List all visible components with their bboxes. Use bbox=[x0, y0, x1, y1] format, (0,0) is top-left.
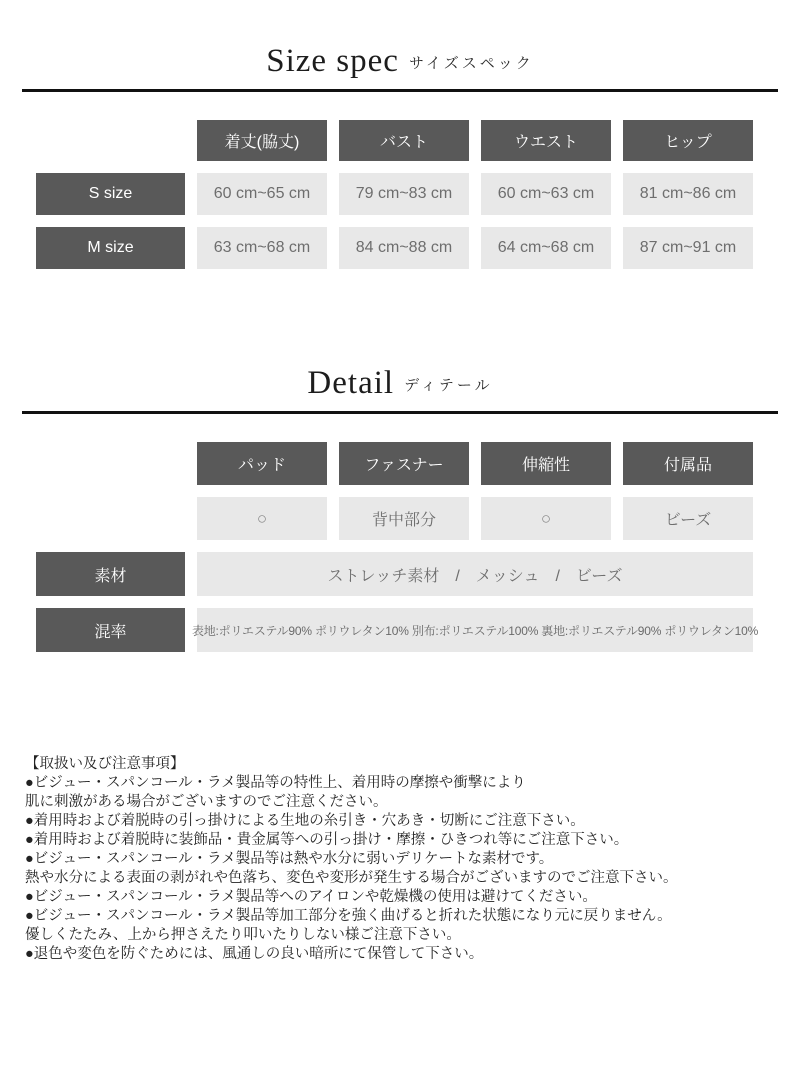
detail-column-header-fastener: ファスナー bbox=[339, 442, 469, 485]
size-column-header-length: 着丈(脇丈) bbox=[197, 120, 327, 161]
care-line: ●退色や変色を防ぐためには、風通しの良い暗所にて保管して下さい。 bbox=[25, 946, 484, 962]
size-s-hip: 81 cm~86 cm bbox=[623, 173, 753, 215]
care-heading: 【取扱い及び注意事項】 bbox=[25, 756, 185, 772]
size-spec-divider bbox=[22, 89, 778, 92]
detail-title-jp: ディテール bbox=[404, 377, 493, 394]
detail-value-pad: ○ bbox=[197, 497, 327, 540]
detail-values-spacer bbox=[36, 497, 185, 540]
detail-column-header-accessory: 付属品 bbox=[623, 442, 753, 485]
care-line: ●ビジュー・スパンコール・ラメ製品等の特性上、着用時の摩擦や衝撃により bbox=[25, 775, 526, 791]
blend-row-value: 表地:ポリエステル90% ポリウレタン10% 別布:ポリエステル100% 裏地:ポリエステル90% ポリウレタン10% bbox=[197, 608, 753, 652]
size-m-bust: 84 cm~88 cm bbox=[339, 227, 469, 269]
size-column-header-bust: バスト bbox=[339, 120, 469, 161]
size-m-hip: 87 cm~91 cm bbox=[623, 227, 753, 269]
care-line: 肌に刺激がある場合がございますのでご注意ください。 bbox=[25, 794, 388, 810]
size-s-length: 60 cm~65 cm bbox=[197, 173, 327, 215]
detail-value-accessory: ビーズ bbox=[623, 497, 753, 540]
care-line: ●着用時および着脱時の引っ掛けによる生地の糸引き・穴あき・切断にご注意下さい。 bbox=[25, 813, 585, 829]
size-spec-title bbox=[0, 0, 800, 79]
care-line: 熱や水分による表面の剥がれや色落ち、変色や変形が発生する場合がございますのでご注意下さい。 bbox=[25, 870, 678, 886]
size-m-waist: 64 cm~68 cm bbox=[481, 227, 611, 269]
size-s-bust: 79 cm~83 cm bbox=[339, 173, 469, 215]
detail-divider bbox=[22, 411, 778, 414]
care-line: ●着用時および着脱時に装飾品・貴金属等への引っ掛け・摩擦・ひきつれ等にご注意下さい。 bbox=[25, 832, 629, 848]
size-table-corner bbox=[36, 120, 185, 161]
care-line: 優しくたたみ、上から押さえたり叩いたりしない様ご注意下さい。 bbox=[25, 927, 461, 943]
size-row-label-s: S size bbox=[36, 173, 185, 215]
detail-column-header-stretch: 伸縮性 bbox=[481, 442, 611, 485]
detail-value-stretch: ○ bbox=[481, 497, 611, 540]
detail-table-corner bbox=[36, 442, 185, 485]
size-s-waist: 60 cm~63 cm bbox=[481, 173, 611, 215]
care-line: ●ビジュー・スパンコール・ラメ製品等加工部分を強く曲げると折れた状態になり元に戻りません。 bbox=[25, 908, 672, 924]
material-row-value: ストレッチ素材 / メッシュ / ビーズ bbox=[197, 552, 753, 596]
size-spec-table bbox=[36, 120, 800, 269]
detail-table bbox=[36, 442, 800, 652]
material-row-label: 素材 bbox=[36, 552, 185, 596]
size-column-header-hip: ヒップ bbox=[623, 120, 753, 161]
care-instructions bbox=[25, 755, 780, 964]
size-column-header-waist: ウエスト bbox=[481, 120, 611, 161]
detail-column-header-pad: パッド bbox=[197, 442, 327, 485]
detail-value-fastener: 背中部分 bbox=[339, 497, 469, 540]
size-row-label-m: M size bbox=[36, 227, 185, 269]
size-spec-title-en: Size spec bbox=[266, 43, 399, 79]
care-line: ●ビジュー・スパンコール・ラメ製品等へのアイロンや乾燥機の使用は避けてください。 bbox=[25, 889, 597, 905]
detail-title bbox=[0, 365, 800, 401]
care-line: ●ビジュー・スパンコール・ラメ製品等は熱や水分に弱いデリケートな素材です。 bbox=[25, 851, 554, 867]
detail-title-en: Detail bbox=[307, 365, 395, 401]
blend-row-label: 混率 bbox=[36, 608, 185, 652]
size-spec-title-jp: サイズスペック bbox=[408, 55, 534, 72]
size-m-length: 63 cm~68 cm bbox=[197, 227, 327, 269]
